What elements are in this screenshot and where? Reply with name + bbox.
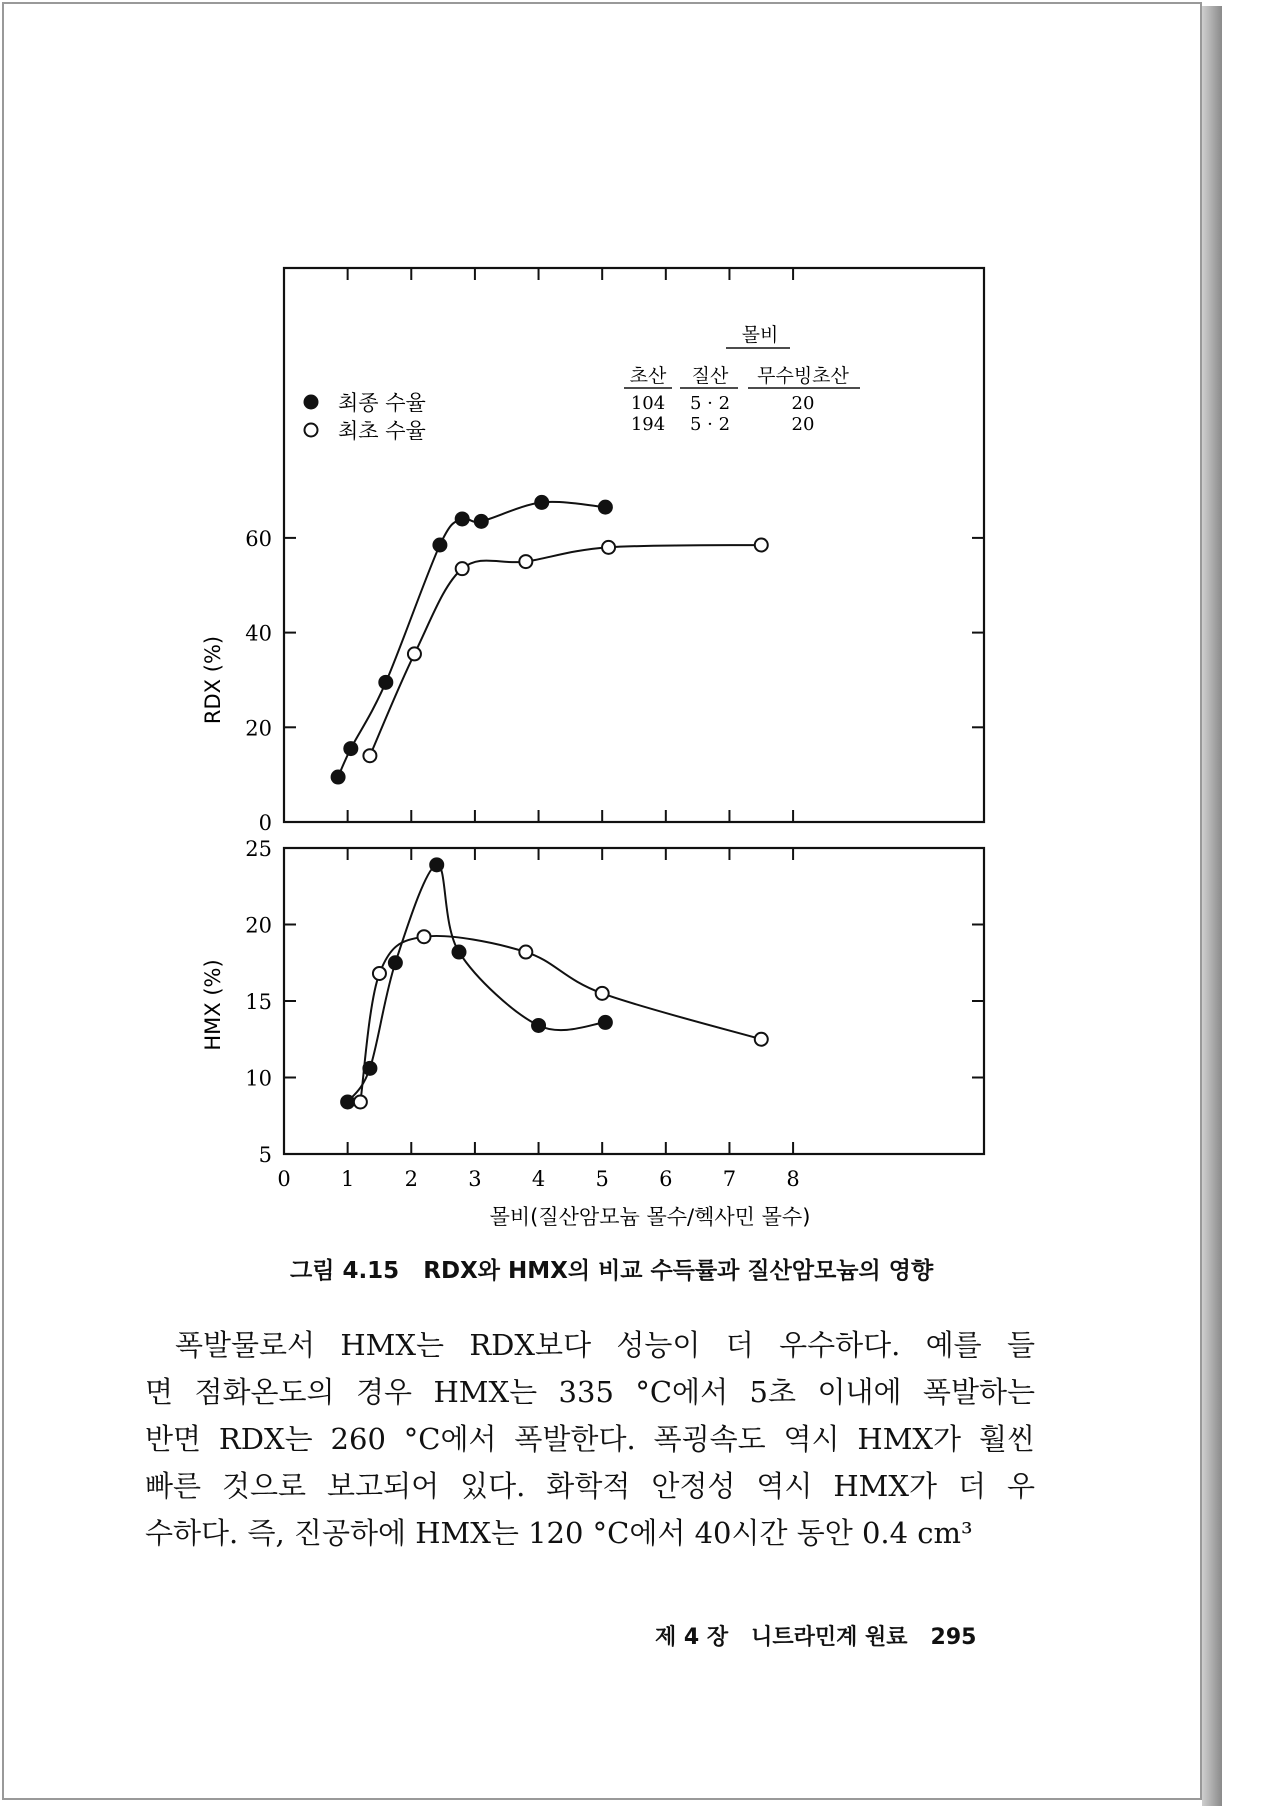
rdx-filled-point xyxy=(474,514,489,529)
x-tick-label: 1 xyxy=(340,1167,355,1191)
hmx-y-tick-label: 15 xyxy=(245,990,272,1014)
hmx-open-point xyxy=(519,946,532,959)
legend-open-label: 최초 수율 xyxy=(338,419,426,443)
legend xyxy=(304,391,426,443)
rdx-filled-point xyxy=(378,675,393,690)
body-line: 폭발물로서 HMX는 RDX보다 성능이 더 우수하다. 예를 들 xyxy=(175,1328,1035,1362)
hmx-open-point xyxy=(755,1033,768,1046)
figure-label: 그림 4.15 xyxy=(290,1258,400,1284)
rdx-filled-point xyxy=(432,538,447,553)
molar-cell: 5 · 2 xyxy=(689,393,731,414)
page-number: 295 xyxy=(930,1625,977,1650)
rdx-open-curve xyxy=(370,545,761,756)
body-paragraph xyxy=(145,1322,1035,1557)
hmx-y-tick-label: 20 xyxy=(245,913,272,938)
hmx-open-curve xyxy=(360,936,761,1102)
rdx-filled-point xyxy=(331,770,346,785)
molar-table xyxy=(624,324,860,435)
rdx-y-tick-label: 40 xyxy=(245,621,272,646)
molar-table-title: 몰비 xyxy=(741,324,779,346)
x-tick-label: 5 xyxy=(595,1167,609,1191)
hmx-y-tick-label: 5 xyxy=(258,1143,272,1167)
hmx-y-tick-label: 10 xyxy=(245,1066,272,1091)
x-tick-label: 2 xyxy=(404,1167,418,1191)
legend-filled-label: 최종 수율 xyxy=(338,391,426,415)
x-tick-label: 3 xyxy=(468,1167,482,1191)
x-tick-label: 7 xyxy=(722,1167,737,1191)
rdx-y-tick-label: 60 xyxy=(245,526,272,551)
hmx-filled-point xyxy=(388,955,403,970)
rdx-open-point xyxy=(456,562,469,575)
hmx-panel-frame xyxy=(284,848,984,1154)
hmx-axis-label: HMX (%) xyxy=(201,959,225,1051)
hmx-filled-point xyxy=(452,945,467,960)
x-tick-label: 0 xyxy=(277,1167,291,1191)
rdx-y-tick-label: 20 xyxy=(245,716,272,741)
rdx-open-point xyxy=(755,539,768,552)
rdx-y-tick-label: 0 xyxy=(258,811,272,835)
figure-caption xyxy=(290,1252,1010,1285)
hmx-filled-point xyxy=(598,1015,613,1030)
x-axis-label: 몰비(질산암모늄 몰수/헥사민 몰수) xyxy=(489,1205,811,1229)
footer-chapter: 제 4 장 xyxy=(655,1625,729,1650)
rdx-filled-point xyxy=(343,741,358,756)
rdx-filled-point xyxy=(455,511,470,526)
rdx-open-point xyxy=(602,541,615,554)
footer-title: 니트라민계 원료 xyxy=(751,1625,908,1650)
legend-open-marker xyxy=(305,424,318,437)
page-footer xyxy=(655,1620,976,1651)
molar-header-1: 초산 xyxy=(629,365,667,387)
body-line: 면 점화온도의 경우 HMX는 335 °C에서 5초 이내에 폭발하는 xyxy=(145,1375,1035,1409)
rdx-panel-frame xyxy=(284,268,984,822)
body-line: 빠른 것으로 보고되어 있다. 화학적 안정성 역시 HMX가 더 우 xyxy=(145,1469,1035,1503)
hmx-open-point xyxy=(373,967,386,980)
molar-cell: 20 xyxy=(791,393,815,414)
molar-cell: 5 · 2 xyxy=(689,414,731,435)
rdx-filled-point xyxy=(534,495,549,510)
body-line: 수하다. 즉, 진공하에 HMX는 120 °C에서 40시간 동안 0.4 cm³ xyxy=(145,1516,973,1550)
legend-filled-marker xyxy=(304,395,319,410)
hmx-filled-curve xyxy=(348,865,606,1102)
hmx-filled-point xyxy=(429,857,444,872)
hmx-filled-point xyxy=(362,1061,377,1076)
hmx-filled-point xyxy=(531,1018,546,1033)
rdx-filled-point xyxy=(598,500,613,515)
x-tick-label: 4 xyxy=(531,1167,546,1191)
hmx-y-tick-label: 25 xyxy=(245,837,272,861)
rdx-open-point xyxy=(519,555,532,568)
figure-title: RDX와 HMX의 비교 수득률과 질산암모늄의 영향 xyxy=(423,1258,934,1284)
hmx-open-point xyxy=(354,1095,367,1108)
rdx-open-point xyxy=(408,647,421,660)
body-line: 반면 RDX는 260 °C에서 폭발한다. 폭굉속도 역시 HMX가 훨씬 xyxy=(145,1422,1035,1456)
rdx-axis-label: RDX (%) xyxy=(201,635,225,725)
x-tick-label: 6 xyxy=(659,1167,673,1191)
molar-cell: 20 xyxy=(791,414,815,435)
molar-header-3: 무수빙초산 xyxy=(757,365,849,387)
molar-cell: 194 xyxy=(630,414,666,435)
hmx-open-point xyxy=(596,987,609,1000)
x-tick-label: 8 xyxy=(786,1167,800,1191)
hmx-open-point xyxy=(418,930,431,943)
molar-header-2: 질산 xyxy=(691,365,729,387)
rdx-open-point xyxy=(363,749,376,762)
molar-cell: 104 xyxy=(630,393,666,414)
